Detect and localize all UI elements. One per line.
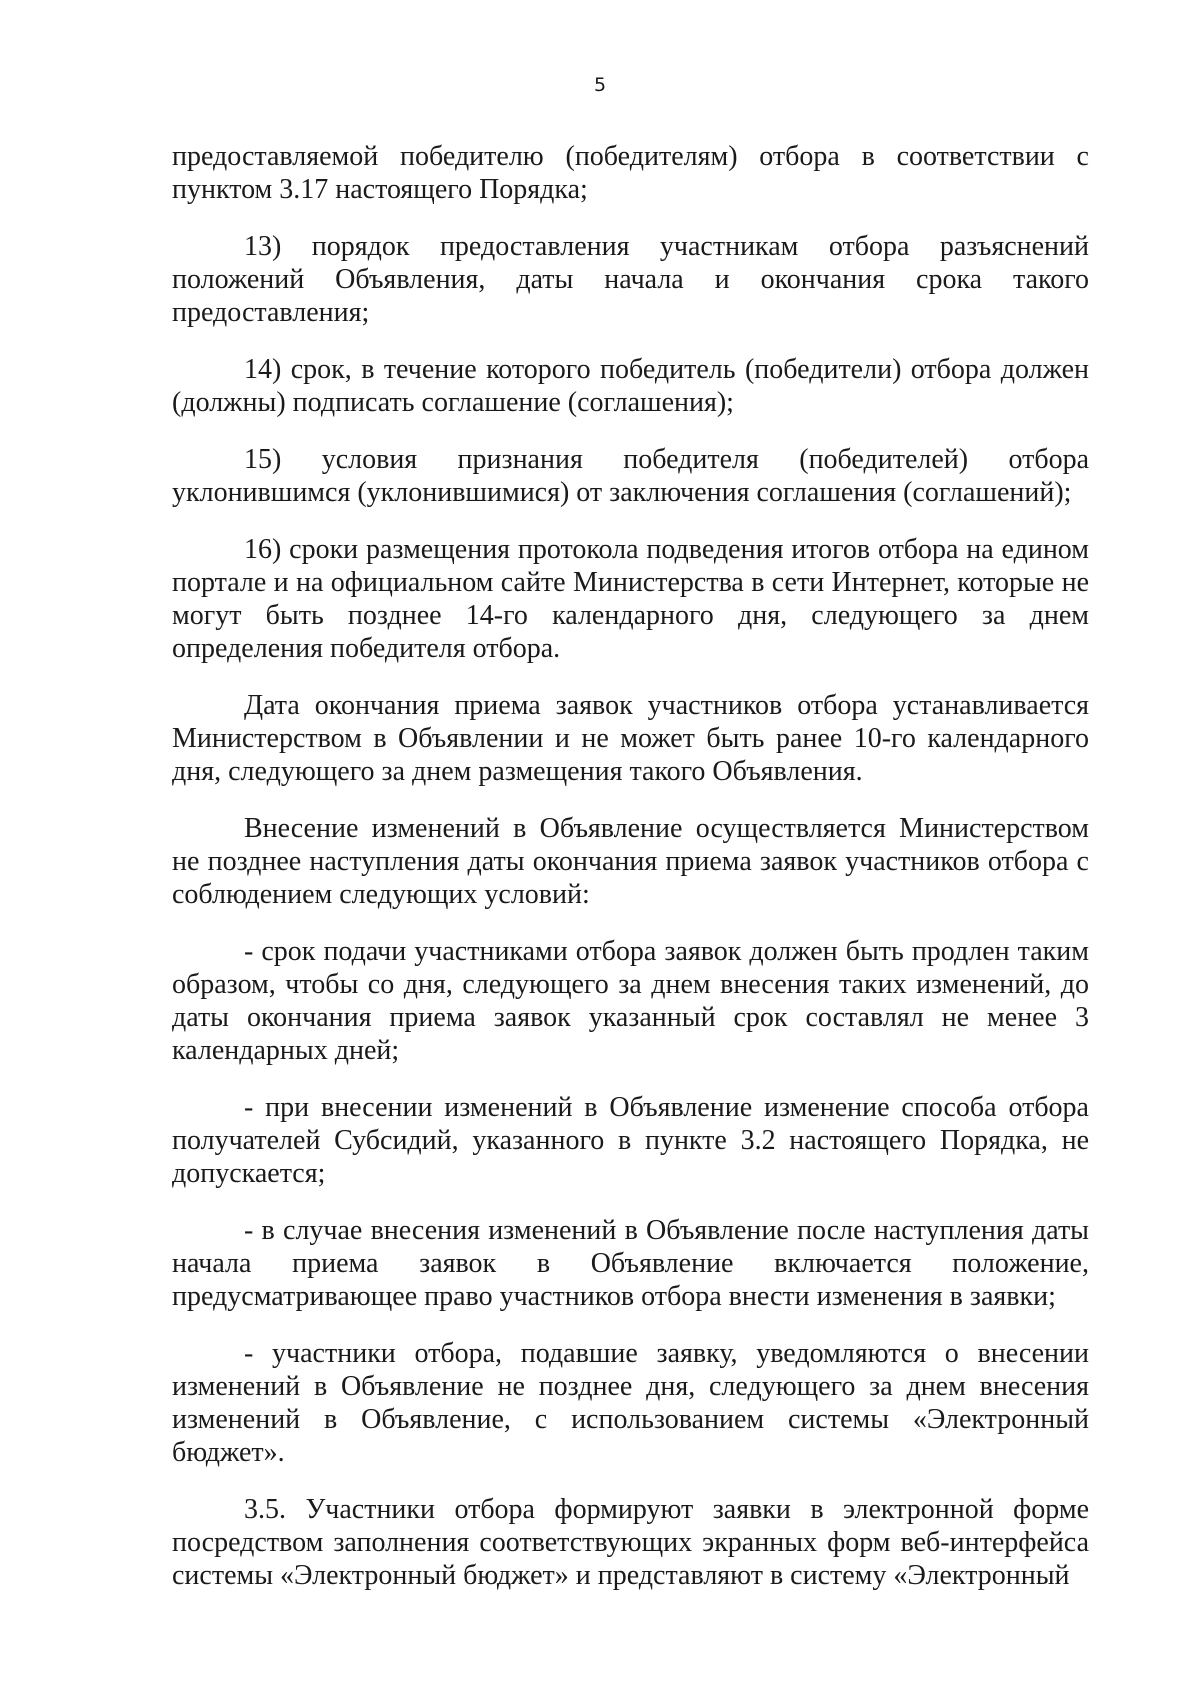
paragraph: предоставляемой победителю (победителям) отбора в соответствии с пунктом 3.17 настоящего Порядка; — [172, 141, 1089, 205]
paragraph: 16) сроки размещения протокола подведения итогов отбора на едином портале и на официальном сайте Министерства в сети Интернет, которые не могут быть позднее 14-го календарного дня, следующего за днем определения победителя отбора. — [172, 534, 1089, 664]
paragraph: 14) срок, в течение которого победитель (победители) отбора должен (должны) подписать соглашение (соглашения); — [172, 354, 1089, 418]
paragraph: - при внесении изменений в Объявление изменение способа отбора получателей Субсидий, указанного в пункте 3.2 настоящего Порядка, не допускается; — [172, 1092, 1089, 1189]
paragraph: - в случае внесения изменений в Объявление после наступления даты начала приема заявок в Объявление включается положение, предусматривающее право участников отбора внести изменения в заявки; — [172, 1215, 1089, 1312]
paragraph: Дата окончания приема заявок участников отбора устанавливается Министерством в Объявлении и не может быть ранее 10-го календарного дня, следующего за днем размещения такого Объявления. — [172, 690, 1089, 787]
paragraph: 3.5. Участники отбора формируют заявки в электронной форме посредством заполнения соответствующих экранных форм веб-интерфейса системы «Электронный бюджет» и представляют в систему «Электронный — [172, 1494, 1089, 1591]
paragraph: Внесение изменений в Объявление осуществляется Министерством не позднее наступления даты окончания приема заявок участников отбора с соблюдением следующих условий: — [172, 813, 1089, 910]
paragraph: - срок подачи участниками отбора заявок должен быть продлен таким образом, чтобы со дня, следующего за днем внесения таких изменений, до даты окончания приема заявок указанный срок составлял не менее 3 календарных дней; — [172, 936, 1089, 1066]
paragraph: - участники отбора, подавшие заявку, уведомляются о внесении изменений в Объявление не позднее дня, следующего за днем внесения изменений в Объявление, с использованием системы «Электронный бюджет». — [172, 1338, 1089, 1468]
paragraph: 15) условия признания победителя (победителей) отбора уклонившимся (уклонившимися) от заключения соглашения (соглашений); — [172, 444, 1089, 508]
paragraph: 13) порядок предоставления участникам отбора разъяснений положений Объявления, даты начала и окончания срока такого предоставления; — [172, 231, 1089, 328]
document-body — [172, 140, 1089, 1616]
page-number: 5 — [593, 74, 607, 96]
